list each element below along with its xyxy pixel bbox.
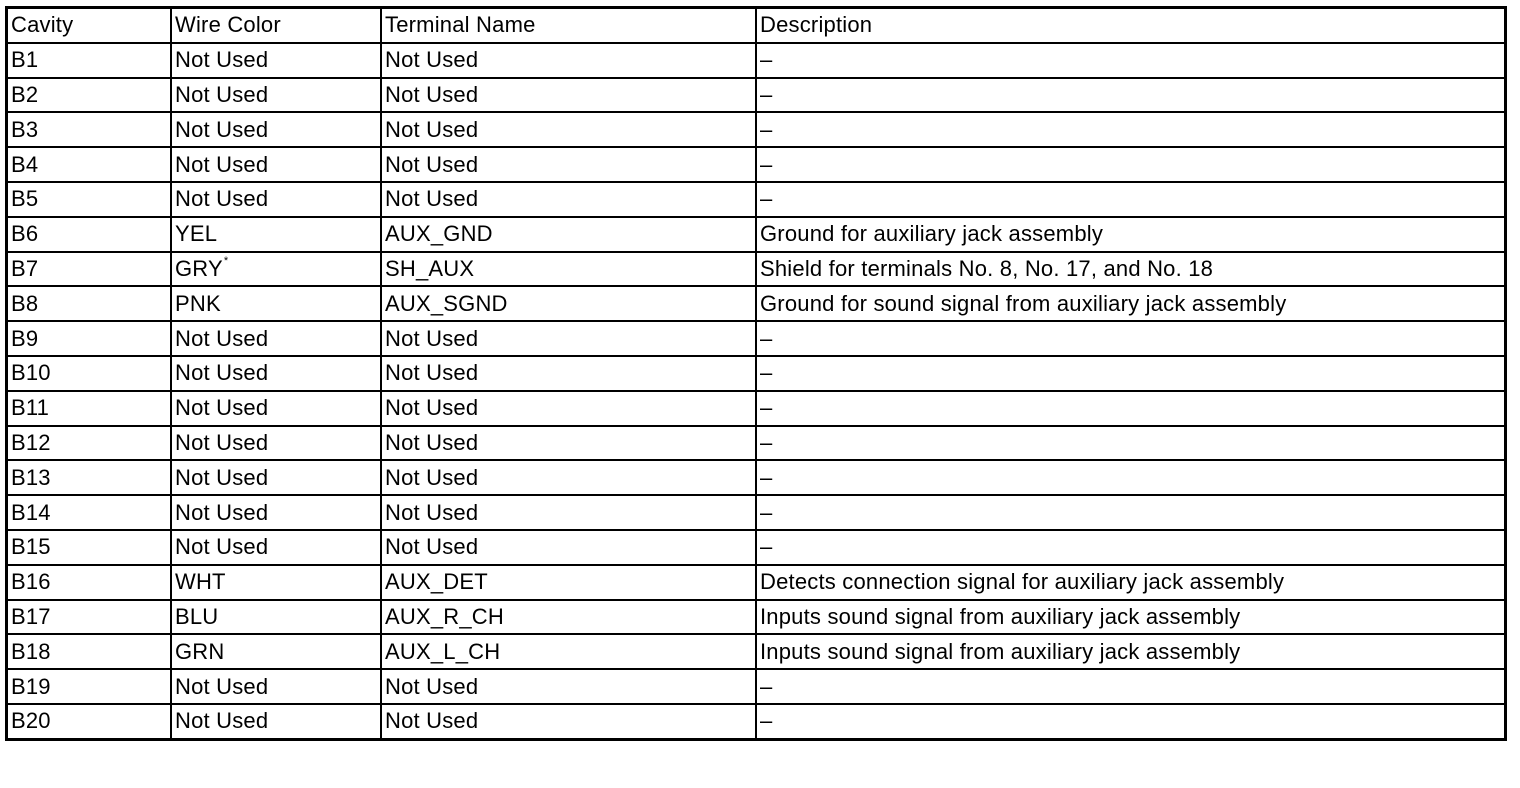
description-cell: – xyxy=(756,147,1504,182)
terminal-name-cell: AUX_SGND xyxy=(381,286,756,321)
terminal-name-cell: Not Used xyxy=(381,112,756,147)
table-row xyxy=(8,530,1504,565)
wire-color-cell xyxy=(171,217,381,252)
cavity-cell: B8 xyxy=(8,286,171,321)
cavity-cell: B11 xyxy=(8,391,171,426)
description-cell: – xyxy=(756,112,1504,147)
wire-color-cell xyxy=(171,391,381,426)
terminal-name-cell: Not Used xyxy=(381,78,756,113)
table-row xyxy=(8,600,1504,635)
wire-color-text: Not Used xyxy=(175,360,269,386)
wire-color-text: Not Used xyxy=(175,116,269,142)
wire-color-text: Not Used xyxy=(175,708,269,734)
cavity-cell: B3 xyxy=(8,112,171,147)
table-row xyxy=(8,252,1504,287)
description-cell: – xyxy=(756,43,1504,78)
description-cell: – xyxy=(756,182,1504,217)
description-cell: – xyxy=(756,391,1504,426)
terminal-name-cell: Not Used xyxy=(381,495,756,530)
terminal-name-cell: AUX_GND xyxy=(381,217,756,252)
wire-color-text: Not Used xyxy=(175,186,269,212)
cavity-cell: B4 xyxy=(8,147,171,182)
header-terminal-name: Terminal Name xyxy=(381,9,756,43)
description-cell: Shield for terminals No. 8, No. 17, and No. 18 xyxy=(756,252,1504,287)
cavity-cell: B6 xyxy=(8,217,171,252)
cavity-cell: B18 xyxy=(8,634,171,669)
description-cell: Detects connection signal for auxiliary jack assembly xyxy=(756,565,1504,600)
connector-pinout-table xyxy=(8,9,1504,738)
wire-color-cell xyxy=(171,252,381,287)
wire-color-cell xyxy=(171,600,381,635)
description-cell: – xyxy=(756,356,1504,391)
terminal-name-cell: AUX_L_CH xyxy=(381,634,756,669)
description-cell: – xyxy=(756,669,1504,704)
wire-color-text: Not Used xyxy=(175,325,269,351)
wire-color-cell xyxy=(171,286,381,321)
wire-color-cell xyxy=(171,426,381,461)
table-row xyxy=(8,704,1504,738)
description-cell: – xyxy=(756,495,1504,530)
terminal-name-cell: Not Used xyxy=(381,147,756,182)
wire-color-cell xyxy=(171,634,381,669)
description-cell: Ground for sound signal from auxiliary jack assembly xyxy=(756,286,1504,321)
cavity-cell: B7 xyxy=(8,252,171,287)
description-cell: Inputs sound signal from auxiliary jack assembly xyxy=(756,634,1504,669)
description-cell: – xyxy=(756,704,1504,738)
cavity-cell: B5 xyxy=(8,182,171,217)
table-row xyxy=(8,182,1504,217)
header-row xyxy=(8,9,1504,43)
wire-color-cell xyxy=(171,495,381,530)
cavity-cell: B20 xyxy=(8,704,171,738)
terminal-name-cell: SH_AUX xyxy=(381,252,756,287)
wire-color-cell xyxy=(171,565,381,600)
cavity-cell: B19 xyxy=(8,669,171,704)
terminal-name-cell: Not Used xyxy=(381,669,756,704)
wire-color-text: Not Used xyxy=(175,47,269,73)
terminal-name-cell: Not Used xyxy=(381,356,756,391)
terminal-name-cell: AUX_DET xyxy=(381,565,756,600)
cavity-cell: B13 xyxy=(8,460,171,495)
wire-color-cell xyxy=(171,321,381,356)
description-cell: – xyxy=(756,460,1504,495)
wire-color-cell xyxy=(171,704,381,738)
header-wire-color: Wire Color xyxy=(171,9,381,43)
wire-color-text: GRY xyxy=(175,255,223,281)
table-row xyxy=(8,356,1504,391)
terminal-name-cell: Not Used xyxy=(381,426,756,461)
header-cavity: Cavity xyxy=(8,9,171,43)
wire-color-text: Not Used xyxy=(175,499,269,525)
terminal-name-cell: Not Used xyxy=(381,460,756,495)
header-description: Description xyxy=(756,9,1504,43)
table-row xyxy=(8,78,1504,113)
cavity-cell: B10 xyxy=(8,356,171,391)
description-cell: – xyxy=(756,530,1504,565)
terminal-name-cell: Not Used xyxy=(381,182,756,217)
cavity-cell: B12 xyxy=(8,426,171,461)
wire-color-text: Not Used xyxy=(175,395,269,421)
cavity-cell: B1 xyxy=(8,43,171,78)
wire-color-text: WHT xyxy=(175,569,226,595)
cavity-cell: B16 xyxy=(8,565,171,600)
cavity-cell: B17 xyxy=(8,600,171,635)
wire-color-text: GRN xyxy=(175,638,225,664)
table-row xyxy=(8,426,1504,461)
wire-color-text: Not Used xyxy=(175,534,269,560)
terminal-name-cell: Not Used xyxy=(381,43,756,78)
table-row xyxy=(8,669,1504,704)
wire-color-text: PNK xyxy=(175,290,221,316)
table-row xyxy=(8,460,1504,495)
terminal-name-cell: Not Used xyxy=(381,321,756,356)
description-cell: – xyxy=(756,426,1504,461)
wire-color-cell xyxy=(171,530,381,565)
table-row xyxy=(8,217,1504,252)
terminal-name-cell: Not Used xyxy=(381,530,756,565)
table-row xyxy=(8,43,1504,78)
wire-color-cell xyxy=(171,356,381,391)
terminal-name-cell: Not Used xyxy=(381,704,756,738)
wire-color-cell xyxy=(171,147,381,182)
table-row xyxy=(8,147,1504,182)
wire-color-cell xyxy=(171,43,381,78)
description-cell: Ground for auxiliary jack assembly xyxy=(756,217,1504,252)
table-row xyxy=(8,565,1504,600)
wire-color-cell xyxy=(171,669,381,704)
terminal-name-cell: AUX_R_CH xyxy=(381,600,756,635)
wire-color-cell xyxy=(171,182,381,217)
connector-pinout-table-frame xyxy=(5,6,1507,741)
wire-color-text: Not Used xyxy=(175,673,269,699)
wire-color-text: Not Used xyxy=(175,81,269,107)
wire-color-cell xyxy=(171,460,381,495)
wire-color-text: BLU xyxy=(175,603,219,629)
terminal-name-cell: Not Used xyxy=(381,391,756,426)
wire-color-text: YEL xyxy=(175,221,218,247)
cavity-cell: B14 xyxy=(8,495,171,530)
table-row xyxy=(8,112,1504,147)
description-cell: – xyxy=(756,78,1504,113)
table-body xyxy=(8,43,1504,738)
wire-color-text: Not Used xyxy=(175,151,269,177)
cavity-cell: B2 xyxy=(8,78,171,113)
description-cell: Inputs sound signal from auxiliary jack assembly xyxy=(756,600,1504,635)
table-row xyxy=(8,391,1504,426)
wire-color-text: Not Used xyxy=(175,429,269,455)
table-row xyxy=(8,321,1504,356)
cavity-cell: B15 xyxy=(8,530,171,565)
footnote-marker: * xyxy=(223,254,229,267)
wire-color-cell xyxy=(171,112,381,147)
wire-color-text: Not Used xyxy=(175,464,269,490)
cavity-cell: B9 xyxy=(8,321,171,356)
wire-color-cell xyxy=(171,78,381,113)
table-row xyxy=(8,495,1504,530)
table-row xyxy=(8,634,1504,669)
table-row xyxy=(8,286,1504,321)
description-cell: – xyxy=(756,321,1504,356)
